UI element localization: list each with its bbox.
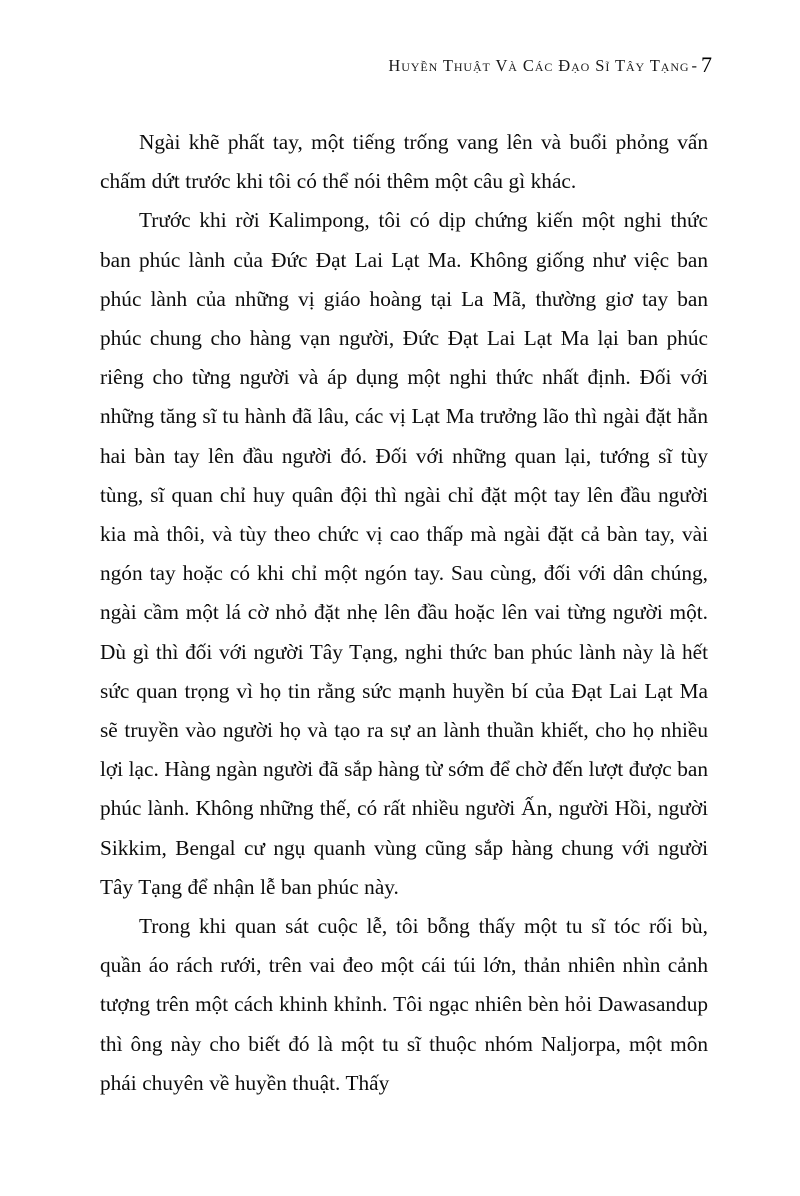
paragraph: Trước khi rời Kalimpong, tôi có dịp chứng kiến một nghi thức ban phúc lành của Đức Đạt Lai Lạt Ma. Không giống như việc ban phúc lành của những vị giáo hoàng tại La Mã, thường giơ tay ban phúc chung cho hàng vạn người, Đức Đạt Lai Lạt Ma lại ban phúc riêng cho từng người và áp dụng một nghi thức nhất định. Đối với những tăng sĩ tu hành đã lâu, các vị Lạt Ma trưởng lão thì ngài đặt hẳn hai bàn tay lên đầu người đó. Đối với những quan lại, tướng sĩ tùy tùng, sĩ quan chỉ huy quân đội thì ngài chỉ đặt một tay lên đầu người kia mà thôi, và tùy theo chức vị cao thấp mà ngài đặt cả bàn tay, vài ngón tay hoặc có khi chỉ một ngón tay. Sau cùng, đối với dân chúng, ngài cầm một lá cờ nhỏ đặt nhẹ lên đầu hoặc lên vai từng người một. Dù gì thì đối với người Tây Tạng, nghi thức ban phúc lành này là hết sức quan trọng vì họ tin rằng sức mạnh huyền bí của Đạt Lai Lạt Ma sẽ truyền vào người họ và tạo ra sự an lành thuần khiết, cho họ nhiều lợi lạc. Hàng ngàn người đã sắp hàng từ sớm để chờ đến lượt được ban phúc lành. Không những thế, có rất nhiều người Ấn, người Hồi, người Sikkim, Bengal cư ngụ quanh vùng cũng sắp hàng chung với người Tây Tạng để nhận lễ ban phúc này. xyxy=(100,208,708,899)
running-head-separator: - xyxy=(691,56,697,75)
paragraph: Ngài khẽ phất tay, một tiếng trống vang lên và buổi phỏng vấn chấm dứt trước khi tôi có thể nói thêm một câu gì khác. xyxy=(100,130,708,194)
paragraph: Trong khi quan sát cuộc lễ, tôi bỗng thấy một tu sĩ tóc rối bù, quần áo rách rưới, trên vai đeo một cái túi lớn, thản nhiên nhìn cảnh tượng trên một cách khinh khỉnh. Tôi ngạc nhiên bèn hỏi Dawasandup thì ông này cho biết đó là một tu sĩ thuộc nhóm Naljorpa, một môn phái chuyên về huyền thuật. Thấy xyxy=(100,914,708,1095)
body-text xyxy=(100,123,708,1103)
running-head xyxy=(88,52,712,78)
running-head-title: Huyền Thuật Và Các Đạo Sĩ Tây Tạng xyxy=(388,56,690,75)
page-number: 7 xyxy=(701,52,712,77)
